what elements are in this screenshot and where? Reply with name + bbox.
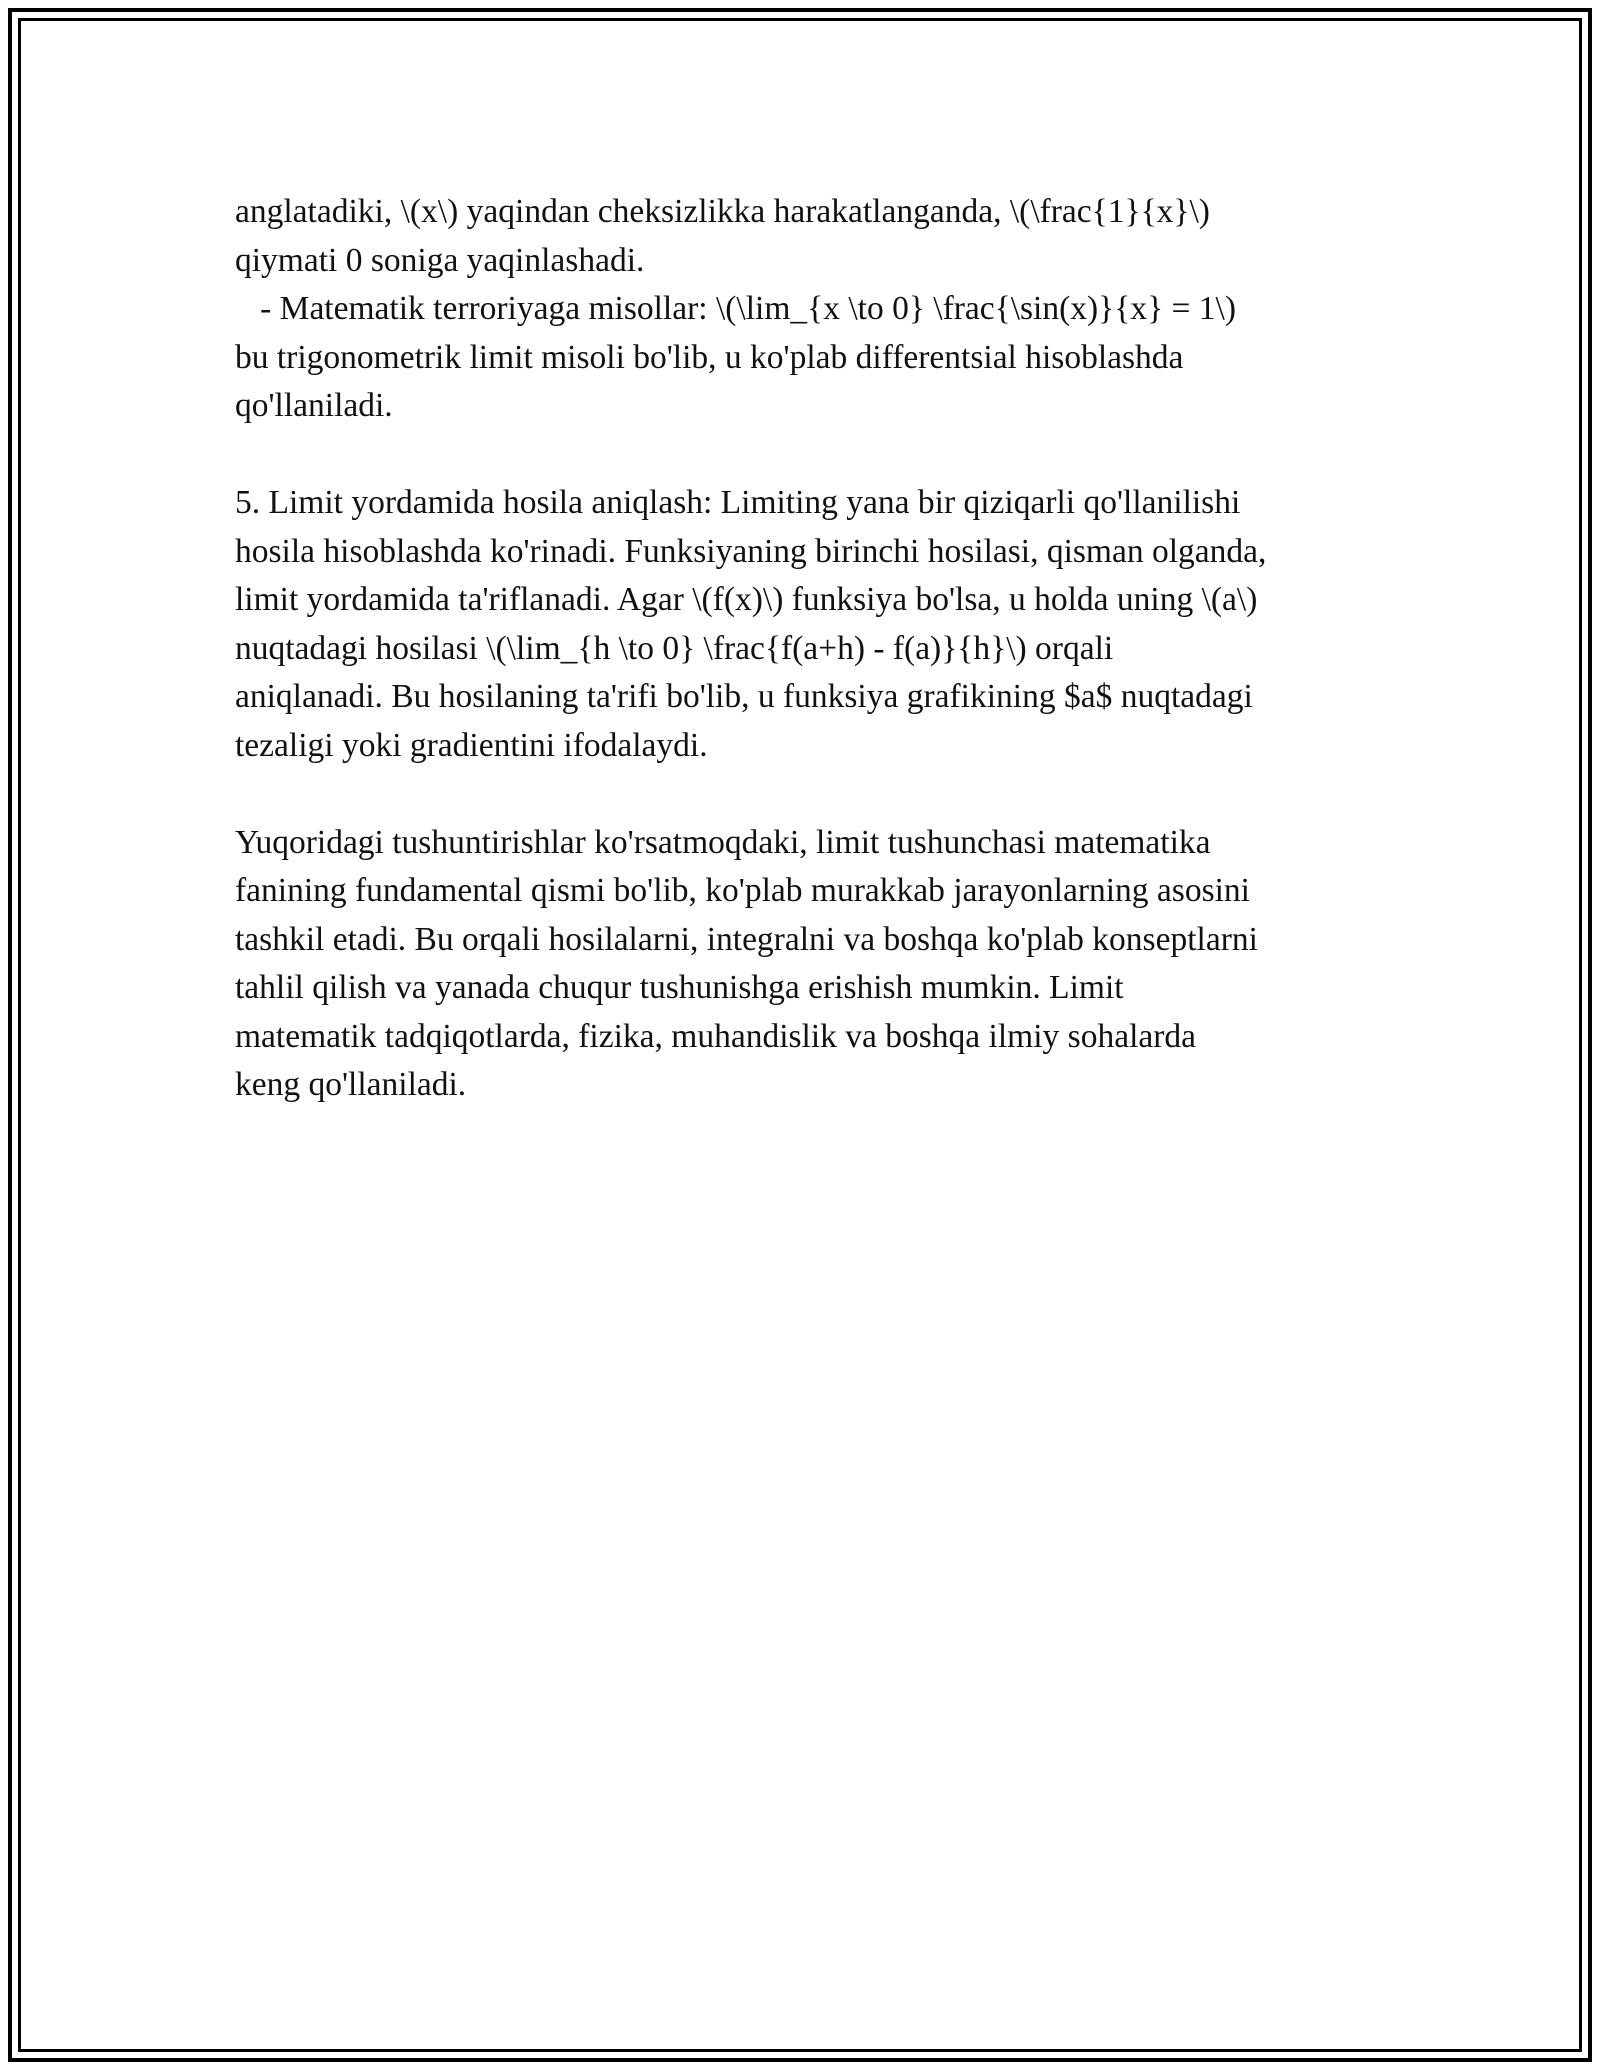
paragraph-conclusion: Yuqoridagi tushuntirishlar ko'rsatmoqdaki, limit tushunchasi matematika fanining fundamental qismi bo'lib, ko'plab murakkab jarayonlarning asosini tashkil etadi. Bu orqali hosilalarni, integralni va boshqa ko'plab konseptlarni tahlil qilish va yanada chuqur tushunishga erishish mumkin. Limit matematik tadqiqotlarda, fizika, muhandislik va boshqa ilmiy sohalarda keng qo'llaniladi.	[235, 823, 1258, 1103]
document-body	[235, 188, 1405, 1110]
paragraph-derivative-definition: 5. Limit yordamida hosila aniqlash: Limiting yana bir qiziqarli qo'llanilishi hosila hisoblashda ko'rinadi. Funksiyaning birinchi hosilasi, qisman olganda, limit yordamida ta'riflanadi. Agar \(f(x)\) funksiya bo'lsa, u holda uning \(a\) nuqtadagi hosilasi \(\lim_{h \to 0} \frac{f(a+h) - f(a)}{h}\) orqali aniqlanadi. Bu hosilaning ta'rifi bo'lib, u funksiya grafikining $a$ nuqtadagi tezaligi yoki gradientini ifodalaydi.	[235, 484, 1267, 764]
paragraph-limit-examples: anglatadiki, \(x\) yaqindan cheksizlikka harakatlanganda, \(\frac{1}{x}\) qiymati 0 soniga yaqinlashadi. - Matematik terroriyaga misollar: \(\lim_{x \to 0} \frac{\sin(x)}{x} = 1\) bu trigonometrik limit misoli bo'lib, u ko'plab differentsial hisoblashda qo'llaniladi.	[235, 193, 1237, 424]
